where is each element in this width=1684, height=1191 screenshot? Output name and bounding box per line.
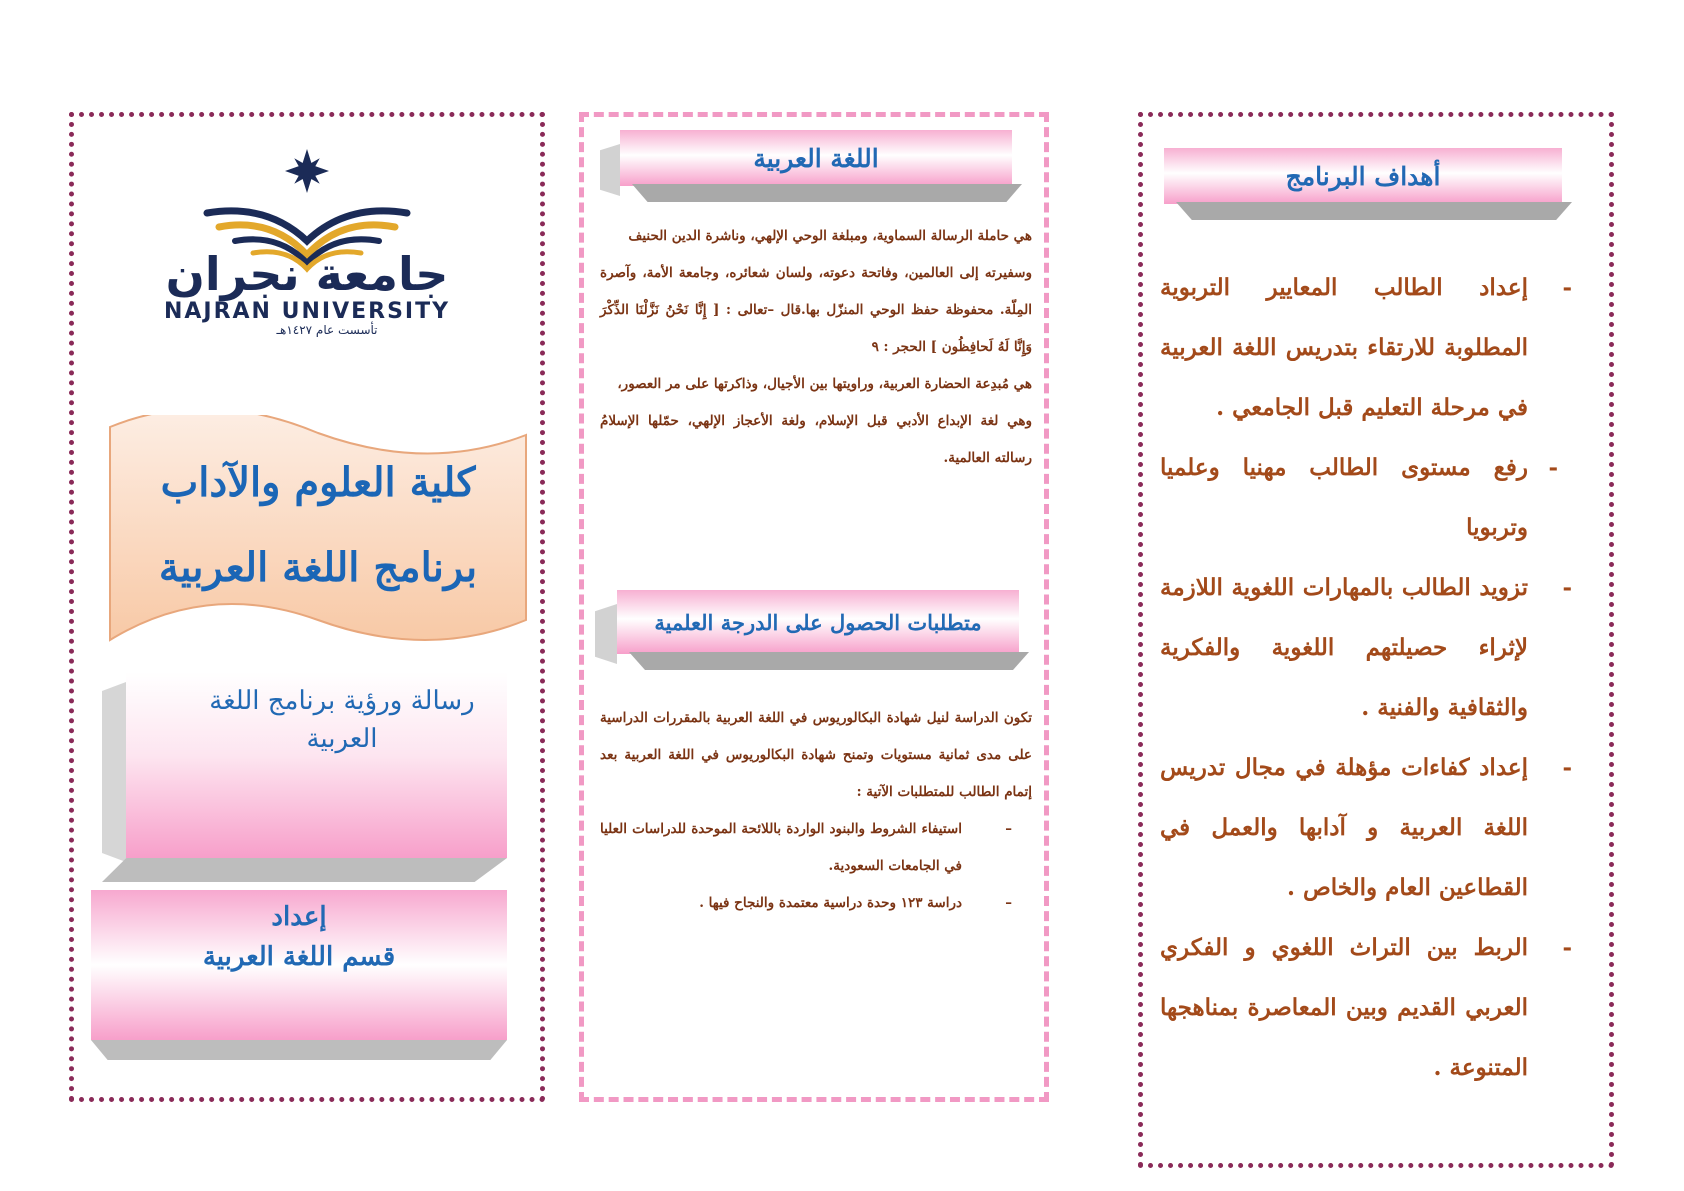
goal-item: [1160, 918, 1572, 1098]
bullet-dash: -: [1562, 274, 1572, 301]
degree-requirements-text: [600, 700, 1032, 922]
requirement-text: استيفاء الشروط والبنود الواردة باللائحة الموحدة للدراسات العليا في الجامعات السعودية.: [600, 821, 962, 874]
program-goals-title: أهداف البرنامج: [1285, 161, 1441, 191]
goal-text: رفع مستوى الطالب مهنيا وعلميا وتربويا: [1160, 454, 1528, 541]
logo-arabic-name: جامعة نجران: [165, 247, 449, 301]
arabic-language-text: [600, 218, 1032, 477]
degree-requirements-banner: [617, 590, 1019, 670]
goal-item: [1160, 258, 1572, 438]
degree-requirements-title: متطلبات الحصول على الدرجة العلمية: [654, 609, 982, 635]
prepared-label: إعداد: [271, 902, 327, 932]
bullet-dash: –: [1005, 895, 1012, 911]
program-goals-banner: [1164, 148, 1562, 220]
bullet-dash: -: [1562, 754, 1572, 781]
paragraph: هي حاملة الرسالة السماوية، ومبلغة الوحي الإلهي، وناشرة الدين الحنيف: [628, 228, 1032, 244]
goal-text: الربط بين التراث اللغوي و الفكري العربي القديم وبين المعاصرة بمناهجها المتنوعة .: [1160, 934, 1528, 1081]
goal-item: [1160, 438, 1572, 558]
goal-text: تزويد الطالب بالمهارات اللغوية اللازمة لإثراء حصيلتهم اللغوية والفكرية والثقافية والفنية .: [1160, 574, 1528, 721]
logo-english-name: NAJRAN UNIVERSITY: [163, 299, 451, 324]
goal-text: إعداد الطالب المعايير التربوية المطلوبة للارتقاء بتدريس اللغة العربية في مرحلة التعليم قبل الجامعي .: [1160, 274, 1528, 421]
goal-text: إعداد كفاءات مؤهلة في مجال تدريس اللغة العربية و آدابها والعمل في القطاعين العام والخاص .: [1160, 754, 1528, 901]
arabic-language-banner: [620, 130, 1012, 202]
requirement-text: دراسة ١٢٣ وحدة دراسية معتمدة والنجاح فيها .: [699, 895, 962, 911]
paragraph: وسفيرته إلى العالمين، وفاتحة دعوته، ولسان شعائره، وجامعة الأمة، وآصرة المِلّة. محفوظة حفظ الوحي المنزّل بها.قال –تعالى : [ إِنَّا نَحْنُ نَزَّلْنَا الذِّكْرَ وَإِنَّا لَهُ لَحافِظُون ] الحجر : ٩: [600, 265, 1032, 355]
program-goals-list: [1160, 258, 1572, 1098]
bullet-dash: -: [1562, 934, 1572, 961]
logo-founded-text: تأسست عام ١٤٢٧هـ: [276, 323, 378, 337]
requirements-intro: تكون الدراسة لنيل شهادة البكالوريوس في اللغة العربية بالمقررات الدراسية على مدى ثمانية مستويات وتمنح شهادة البكالوريوس في اللغة العربية بعد إتمام الطالب للمتطلبات الآتية :: [600, 710, 1032, 800]
bullet-dash: –: [1005, 821, 1012, 837]
bullet-dash: -: [1548, 454, 1558, 481]
program-title: برنامج اللغة العربية: [158, 544, 478, 591]
goal-item: [1160, 738, 1572, 918]
paragraph: هي مُبدِعة الحضارة العربية، وراويتها بين الأجيال، وذاكرتها على مر العصور،: [617, 376, 1032, 392]
mission-box-title: رسالة ورؤية برنامج اللغة العربية: [209, 686, 475, 754]
university-logo: [107, 145, 507, 335]
arabic-language-title: اللغة العربية: [753, 143, 879, 173]
requirement-item: [600, 811, 1032, 885]
prepared-by-dept: قسم اللغة العربية: [202, 942, 396, 972]
college-title: كلية العلوم والآداب: [160, 459, 476, 506]
paragraph: وهي لغة الإبداع الأدبي قبل الإسلام، ولغة الأعجاز الإلهي، حمّلها الإسلامُ رسالته العالمية.: [600, 413, 1032, 466]
goal-item: [1160, 558, 1572, 738]
bullet-dash: -: [1562, 574, 1572, 601]
mission-box: [102, 672, 507, 882]
prepared-by-box: [91, 890, 507, 1060]
requirement-item: [600, 885, 1032, 922]
